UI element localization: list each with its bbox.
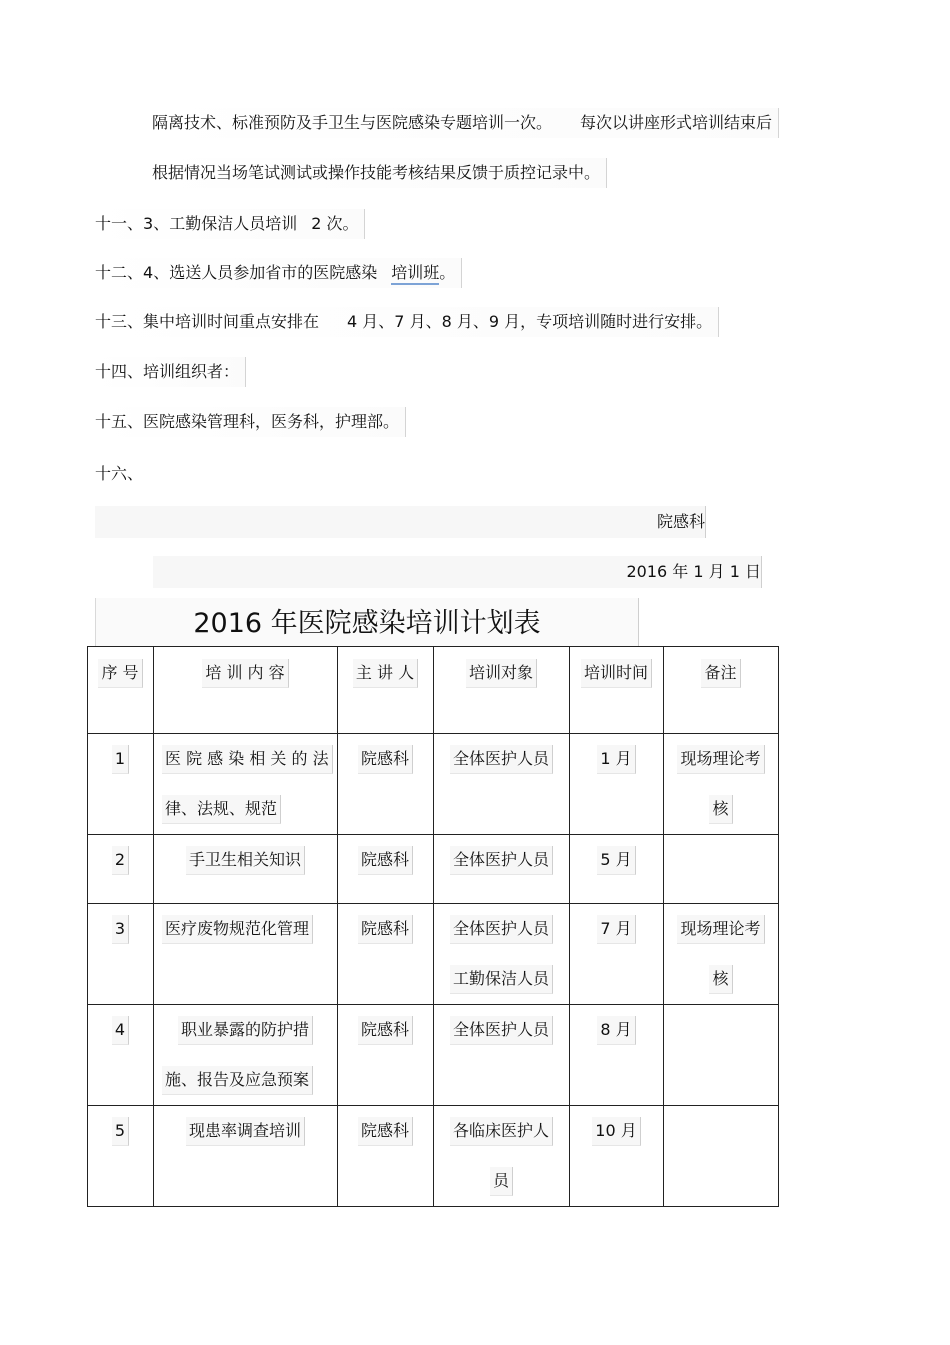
row-content-line: 律、法规、规范 xyxy=(162,795,281,824)
list-item-text: 2 次。 xyxy=(311,214,359,233)
row-no-cell xyxy=(88,835,154,904)
list-item-text: 医院感染管理科，医务科，护理部。 xyxy=(143,412,400,431)
row-content-line: 现患率调查培训 xyxy=(186,1117,305,1146)
table-title xyxy=(95,598,639,646)
list-item-14 xyxy=(95,357,246,387)
row-speaker-cell xyxy=(338,1106,434,1207)
row-no-cell xyxy=(88,1106,154,1207)
row-speaker: 院感科 xyxy=(358,1016,413,1045)
row-content-line: 医 院 感 染 相 关 的 法 xyxy=(162,745,333,774)
row-note-cell xyxy=(664,835,779,904)
training-class-link[interactable]: 培训班 xyxy=(391,263,439,285)
row-speaker-cell xyxy=(338,1005,434,1106)
row-audience-line: 各临床医护人 xyxy=(450,1117,553,1146)
list-item-12 xyxy=(95,258,462,288)
row-speaker-cell xyxy=(338,734,434,835)
row-note-line: 核 xyxy=(709,965,732,994)
row-time-cell xyxy=(570,1005,664,1106)
paragraph-text: 每次以讲座形式培训结束后 xyxy=(580,113,773,132)
row-content-line: 手卫生相关知识 xyxy=(186,846,305,875)
list-item-text: 4 月、7 月、8 月、9 月，专项培训随时进行安排。 xyxy=(347,312,713,331)
row-audience-cell xyxy=(434,835,570,904)
list-item-number: 十五、 xyxy=(95,412,144,431)
header-cell-no xyxy=(88,647,154,734)
row-no-cell xyxy=(88,904,154,1005)
paragraph-continuation-line-1 xyxy=(152,108,779,138)
row-note-cell xyxy=(664,1106,779,1207)
row-audience-cell xyxy=(434,1106,570,1207)
row-audience-line: 全体医护人员 xyxy=(450,745,553,774)
list-item-text: 集中培训时间重点安排在 xyxy=(143,312,320,331)
header-cell-audience xyxy=(434,647,570,734)
row-content-cell xyxy=(154,904,338,1005)
list-item-15 xyxy=(95,407,406,437)
table-row xyxy=(88,904,779,1005)
row-note-cell xyxy=(664,1005,779,1106)
header-label: 序 号 xyxy=(98,659,142,688)
header-label: 培 训 内 容 xyxy=(202,659,288,688)
table-row xyxy=(88,835,779,904)
row-time: 10 月 xyxy=(592,1117,640,1146)
list-item-number: 十六、 xyxy=(95,464,144,483)
signature-date xyxy=(153,556,762,588)
row-no-cell xyxy=(88,1005,154,1106)
row-no: 5 xyxy=(112,1117,129,1146)
row-note-line: 核 xyxy=(709,795,732,824)
table-row xyxy=(88,1005,779,1106)
list-item-number: 十一、 xyxy=(95,214,144,233)
row-no: 3 xyxy=(112,915,129,944)
header-label: 培训时间 xyxy=(581,659,652,688)
list-item-number: 十四、 xyxy=(95,362,144,381)
header-cell-content xyxy=(154,647,338,734)
row-time: 1 月 xyxy=(597,745,635,774)
row-content-line: 医疗废物规范化管理 xyxy=(162,915,313,944)
table-row xyxy=(88,734,779,835)
date-text: 2016 年 1 月 1 日 xyxy=(626,562,761,581)
row-audience-line: 工勤保洁人员 xyxy=(450,965,553,994)
row-speaker: 院感科 xyxy=(358,1117,413,1146)
training-plan-table xyxy=(87,646,779,1207)
header-cell-speaker xyxy=(338,647,434,734)
row-audience-line: 全体医护人员 xyxy=(450,1016,553,1045)
row-no: 4 xyxy=(112,1016,129,1045)
row-audience-line: 全体医护人员 xyxy=(450,915,553,944)
row-time-cell xyxy=(570,1106,664,1207)
row-content-line: 施、报告及应急预案 xyxy=(162,1066,313,1095)
header-label: 主 讲 人 xyxy=(353,659,418,688)
row-speaker: 院感科 xyxy=(358,745,413,774)
row-time-cell xyxy=(570,835,664,904)
row-note-cell xyxy=(664,904,779,1005)
header-cell-time xyxy=(570,647,664,734)
row-audience-line: 全体医护人员 xyxy=(450,846,553,875)
signature-department xyxy=(95,506,706,538)
row-speaker-cell xyxy=(338,904,434,1005)
list-item-number: 十二、 xyxy=(95,263,144,282)
row-time: 7 月 xyxy=(597,915,635,944)
table-title-text: 2016 年医院感染培训计划表 xyxy=(193,608,541,639)
paragraph-text: 根据情况当场笔试测试或操作技能考核结果反馈于质控记录中。 xyxy=(152,163,601,182)
row-audience-cell xyxy=(434,1005,570,1106)
list-item-text: 4、选送人员参加省市的医院感染 xyxy=(143,263,378,282)
list-item-text: 培训组织者： xyxy=(143,362,240,381)
list-item-text: 。 xyxy=(439,263,456,282)
table-row xyxy=(88,1106,779,1207)
row-content-cell xyxy=(154,835,338,904)
row-time-cell xyxy=(570,734,664,835)
header-label: 培训对象 xyxy=(466,659,537,688)
list-item-13 xyxy=(95,307,719,337)
row-content-cell xyxy=(154,1106,338,1207)
header-cell-note xyxy=(664,647,779,734)
row-no: 1 xyxy=(112,745,129,774)
row-time-cell xyxy=(570,904,664,1005)
row-note-cell xyxy=(664,734,779,835)
row-audience-cell xyxy=(434,734,570,835)
row-time: 5 月 xyxy=(597,846,635,875)
table-header-row xyxy=(88,647,779,734)
list-item-16 xyxy=(95,459,149,489)
row-content-cell xyxy=(154,1005,338,1106)
header-label: 备注 xyxy=(701,659,740,688)
department-name: 院感科 xyxy=(656,512,705,531)
row-time: 8 月 xyxy=(597,1016,635,1045)
row-speaker: 院感科 xyxy=(358,915,413,944)
row-note-line: 现场理论考 xyxy=(677,745,764,774)
row-audience-line: 员 xyxy=(490,1167,513,1196)
row-speaker-cell xyxy=(338,835,434,904)
row-no: 2 xyxy=(112,846,129,875)
row-note-line: 现场理论考 xyxy=(677,915,764,944)
row-no-cell xyxy=(88,734,154,835)
row-speaker: 院感科 xyxy=(358,846,413,875)
list-item-number: 十三、 xyxy=(95,312,144,331)
list-item-text: 3、工勤保洁人员培训 xyxy=(143,214,298,233)
paragraph-continuation-line-2 xyxy=(152,158,607,188)
paragraph-text: 隔离技术、标准预防及手卫生与医院感染专题培训一次。 xyxy=(152,113,553,132)
list-item-11 xyxy=(95,209,365,239)
row-audience-cell xyxy=(434,904,570,1005)
row-content-line: 职业暴露的防护措 xyxy=(178,1016,313,1045)
row-content-cell xyxy=(154,734,338,835)
